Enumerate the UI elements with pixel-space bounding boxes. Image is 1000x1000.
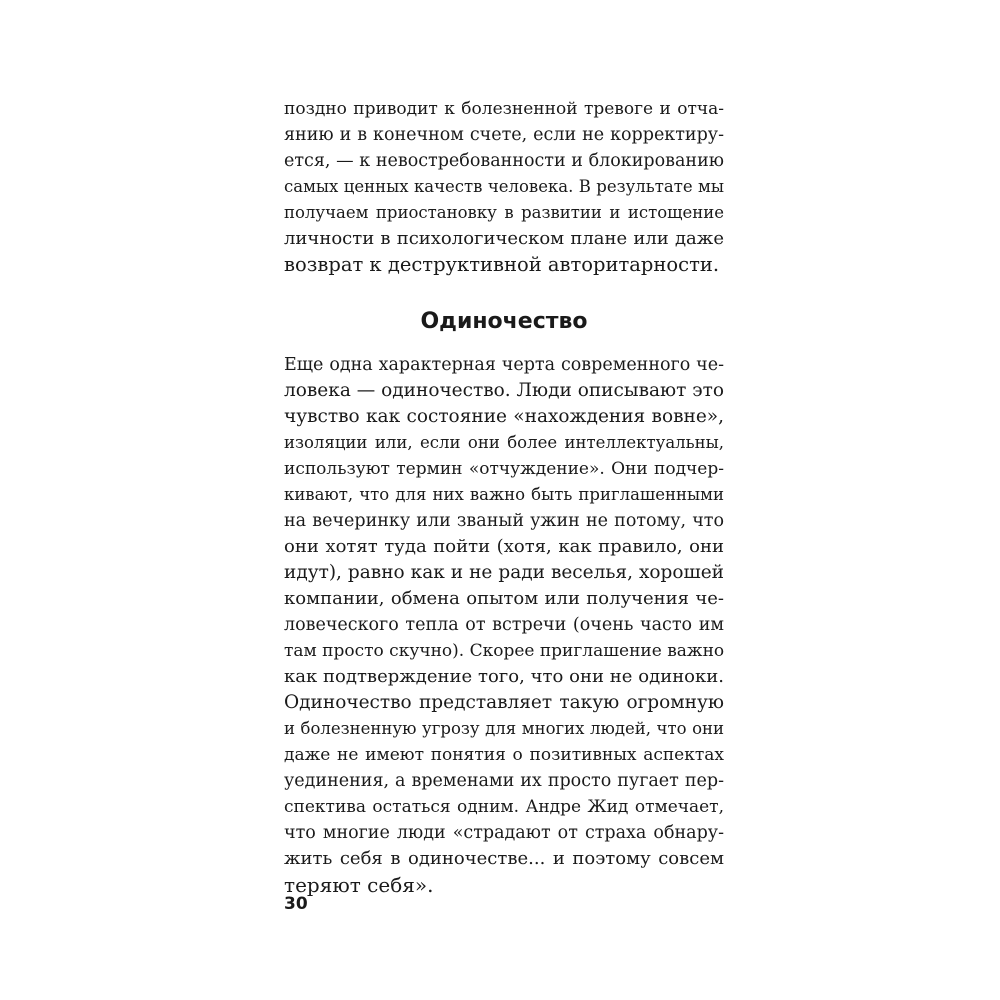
continuation-paragraph <box>284 96 724 278</box>
text-line: получаем приостановку в развитии и истощение <box>284 203 724 222</box>
text-line: уединения, а временами их просто пугает пер- <box>284 771 724 791</box>
text-line: и болезненную угрозу для многих людей, что они <box>284 719 724 738</box>
text-line: ловека — одиночество. Люди описывают это <box>284 380 724 401</box>
text-line: они хотят туда пойти (хотя, как правило, они <box>284 536 724 557</box>
text-line: теряют себя». <box>284 873 434 897</box>
page-number: 30 <box>284 894 308 914</box>
text-line: чувство как состояние «нахождения вовне», <box>284 406 724 427</box>
text-line: самых ценных качеств человека. В результате мы <box>284 177 724 196</box>
text-line: возврат к деструктивной авторитарности. <box>284 253 720 276</box>
text-line: спектива остаться одним. Андре Жид отмечает, <box>284 797 724 817</box>
text-line: компании, обмена опытом или получения че- <box>284 588 724 609</box>
text-line: используют термин «отчуждение». Они подчер- <box>284 459 724 479</box>
text-line: как подтверждение того, что они не одиноки. <box>284 666 724 687</box>
text-line: там просто скучно). Скорее приглашение важно <box>284 641 725 661</box>
text-line: янию и в конечном счете, если не корректиру- <box>284 125 724 145</box>
text-line: поздно приводит к болезненной тревоге и отча- <box>284 99 724 119</box>
text-line: на вечеринку или званый ужин не потому, что <box>284 511 724 531</box>
text-line: даже не имеют понятия о позитивных аспектах <box>284 745 724 765</box>
text-line: ловеческого тепла от встречи (очень часто им <box>284 615 724 635</box>
text-line: изоляции или, если они более интеллектуальны, <box>284 433 724 452</box>
section-paragraph <box>284 352 724 898</box>
text-line: жить себя в одиночестве... и поэтому совсем <box>284 848 724 869</box>
text-line: личности в психологическом плане или даже <box>284 228 724 249</box>
text-line: Еще одна характерная черта современного че- <box>284 355 724 375</box>
text-line: идут), равно как и не ради веселья, хорошей <box>284 562 724 583</box>
text-line: Одиночество представляет такую огромную <box>284 692 724 713</box>
text-line: что многие люди «страдают от страха обнару- <box>284 823 724 843</box>
text-line: кивают, что для них важно быть приглашенными <box>284 485 724 504</box>
text-line: ется, — к невостребованности и блокированию <box>284 151 724 171</box>
section-heading: Одиночество <box>420 309 588 334</box>
